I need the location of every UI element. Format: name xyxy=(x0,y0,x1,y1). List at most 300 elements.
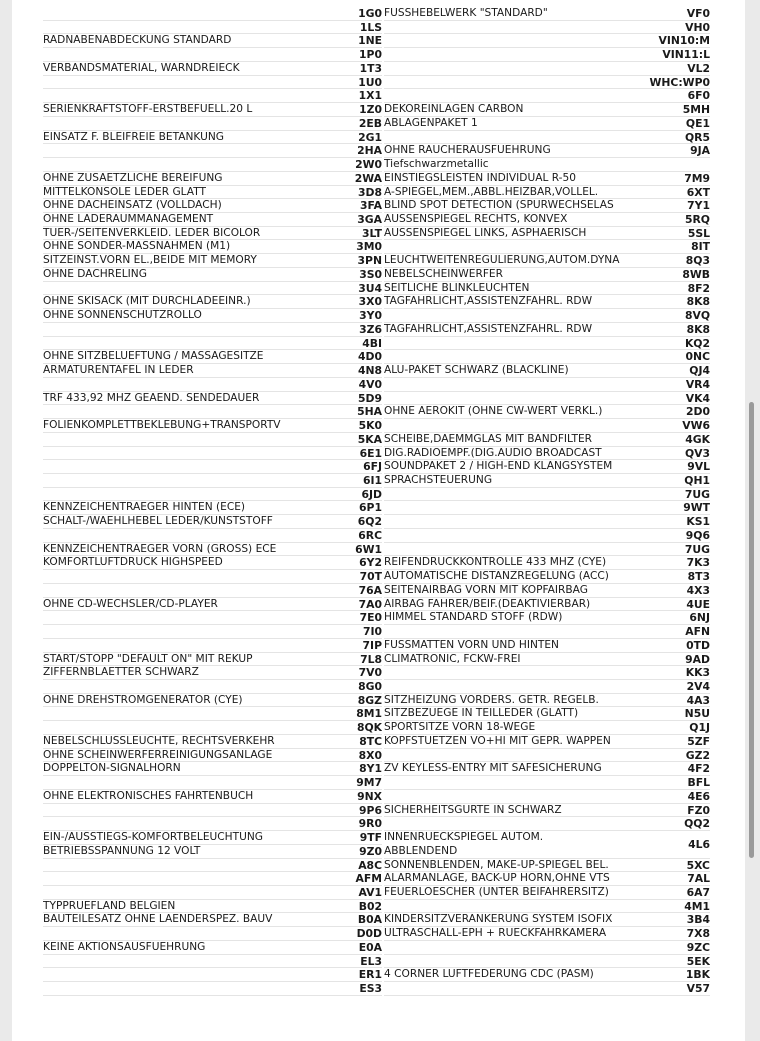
right-code: 4M1 xyxy=(684,899,710,913)
right-description: SOUNDPAKET 2 / HIGH-END KLANGSYSTEM xyxy=(384,460,613,473)
left-code: 8TC xyxy=(359,734,382,748)
left-description: DOPPELTON-SIGNALHORN xyxy=(43,762,181,775)
right-code: 4E6 xyxy=(687,789,710,803)
left-code: 3FA xyxy=(359,199,382,213)
left-code: 1LS xyxy=(359,20,382,34)
right-description: CLIMATRONIC, FCKW-FREI xyxy=(384,652,521,665)
left-code: 4N8 xyxy=(357,364,382,378)
right-description: SEITLICHE BLINKLEUCHTEN xyxy=(384,281,530,294)
left-code: 4BI xyxy=(362,336,382,350)
right-description xyxy=(384,529,639,543)
left-code: 6RC xyxy=(358,528,382,542)
table-row xyxy=(12,584,745,598)
right-description: SITZBEZUEGE IN TEILLEDER (GLATT) xyxy=(384,707,579,720)
right-description xyxy=(384,515,639,529)
left-description xyxy=(43,570,283,584)
left-code: EL3 xyxy=(360,954,382,968)
right-description: SCHEIBE,DAEMMGLAS MIT BANDFILTER xyxy=(384,432,593,445)
left-code: 1Z0 xyxy=(359,103,382,117)
left-description xyxy=(43,488,283,502)
table-row xyxy=(12,474,745,488)
right-description: ZV KEYLESS-ENTRY MIT SAFESICHERUNG xyxy=(384,762,602,775)
right-description xyxy=(384,776,639,790)
left-description: START/STOPP "DEFAULT ON" MIT REKUP xyxy=(43,652,253,665)
right-code: 6A7 xyxy=(686,886,710,899)
table-row xyxy=(12,103,745,117)
table-row xyxy=(12,405,745,419)
right-code: 4X3 xyxy=(686,583,710,597)
left-description xyxy=(43,117,283,131)
left-code: 3Z6 xyxy=(359,322,382,336)
right-description xyxy=(384,131,639,145)
right-code: 9AD xyxy=(685,652,710,666)
table-row xyxy=(12,117,745,131)
left-code: 4V0 xyxy=(358,377,382,391)
left-description: NEBELSCHLUSSLEUCHTE, RECHTSVERKEHR xyxy=(43,734,275,747)
table-row xyxy=(12,721,745,735)
table-row xyxy=(12,158,745,172)
right-description: SPORTSITZE VORN 18-WEGE xyxy=(384,721,536,734)
right-description: LEUCHTWEITENREGULIERUNG,AUTOM.DYNA xyxy=(384,254,620,267)
right-code xyxy=(639,158,710,172)
right-code: 6XT xyxy=(686,185,710,199)
right-description: Tiefschwarzmetallic xyxy=(384,158,489,171)
right-description: 4 CORNER LUFTFEDERUNG CDC (PASM) xyxy=(384,968,594,981)
left-description: EINSATZ F. BLEIFREIE BETANKUNG xyxy=(43,130,224,143)
right-description: REIFENDRUCKKONTROLLE 433 MHZ (CYE) xyxy=(384,556,607,569)
right-code: 7X8 xyxy=(686,927,710,941)
right-code: 7K3 xyxy=(686,556,710,570)
right-description: FUSSHEBELWERK "STANDARD" xyxy=(384,7,548,19)
left-code: 1U0 xyxy=(358,75,382,89)
left-description: OHNE CD-WECHSLER/CD-PLAYER xyxy=(43,597,218,610)
left-description: SERIENKRAFTSTOFF-ERSTBEFUELL.20 L xyxy=(43,103,253,116)
right-description: SPRACHSTEUERUNG xyxy=(384,473,493,486)
right-description: HIMMEL STANDARD STOFF (RDW) xyxy=(384,611,563,624)
right-code: 5SL xyxy=(687,226,710,240)
left-description: OHNE SCHEINWERFERREINIGUNGSANLAGE xyxy=(43,748,273,761)
right-code: VH0 xyxy=(685,20,710,34)
right-code: 5ZF xyxy=(687,734,710,748)
right-code: AFN xyxy=(685,625,710,639)
left-description: OHNE SITZBELUEFTUNG / MASSAGESITZE xyxy=(43,350,264,363)
right-description xyxy=(384,89,639,103)
left-description: OHNE SONDER-MASSNAHMEN (M1) xyxy=(43,240,231,253)
table-row xyxy=(12,295,745,309)
right-description xyxy=(384,378,639,392)
table-row xyxy=(12,350,745,364)
left-description: OHNE LADERAUMMANAGEMENT xyxy=(43,213,214,226)
left-description xyxy=(43,859,283,873)
left-description: BETRIEBSSPANNUNG 12 VOLT xyxy=(43,844,201,857)
right-description xyxy=(384,419,639,433)
left-description: BAUTEILESATZ OHNE LAENDERSPEZ. BAUV xyxy=(43,913,273,926)
table-row xyxy=(12,831,745,845)
right-code: 0NC xyxy=(685,350,710,364)
table-row xyxy=(12,227,745,241)
left-description: OHNE SONNENSCHUTZROLLO xyxy=(43,309,202,322)
right-code: 8IT xyxy=(691,240,710,254)
left-description xyxy=(43,968,283,982)
right-code: QV3 xyxy=(684,446,710,460)
left-description xyxy=(43,982,283,996)
right-description xyxy=(384,680,639,694)
left-code: 2EB xyxy=(358,116,382,130)
right-code: VIN11:L xyxy=(662,48,710,62)
table-row xyxy=(12,598,745,612)
table-row xyxy=(12,872,745,886)
right-description: AIRBAG FAHRER/BEIF.(DEAKTIVIERBAR) xyxy=(384,597,591,610)
left-description: OHNE DACHRELING xyxy=(43,267,147,280)
left-description xyxy=(43,611,283,625)
left-description xyxy=(43,282,283,296)
left-code: 1T3 xyxy=(359,61,382,75)
right-code: QH1 xyxy=(684,473,710,487)
left-description xyxy=(43,955,283,969)
left-description: OHNE ELEKTRONISCHES FAHRTENBUCH xyxy=(43,789,254,802)
table-row xyxy=(12,625,745,639)
right-code: 7AL xyxy=(687,872,710,886)
right-description xyxy=(384,21,639,35)
left-code: 1P0 xyxy=(359,48,382,62)
right-description xyxy=(384,666,639,680)
scrollbar-thumb[interactable] xyxy=(749,402,754,858)
right-description: TAGFAHRLICHT,ASSISTENZFAHRL. RDW xyxy=(384,295,593,308)
left-code: 3S0 xyxy=(359,267,382,281)
table-row xyxy=(12,790,745,804)
table-row xyxy=(12,488,745,502)
left-description xyxy=(43,21,283,35)
left-code: D0D xyxy=(356,927,382,941)
left-code: 6I1 xyxy=(362,473,382,487)
right-description xyxy=(384,309,639,323)
left-code: 5K0 xyxy=(358,419,382,433)
right-code: 9VL xyxy=(687,460,710,474)
right-code: 7UG xyxy=(684,542,710,556)
table-row xyxy=(12,653,745,667)
right-code: VR4 xyxy=(685,377,710,391)
left-code: ER1 xyxy=(358,968,382,982)
left-description xyxy=(43,337,283,351)
right-description: ABLAGENPAKET 1 xyxy=(384,116,478,129)
right-code: 8Q3 xyxy=(685,254,710,268)
table-row xyxy=(12,7,745,21)
left-description xyxy=(43,447,283,461)
left-description xyxy=(43,7,283,21)
right-code: 5XC xyxy=(686,858,710,872)
left-code: B02 xyxy=(358,899,382,913)
left-description: RADNABENABDECKUNG STANDARD xyxy=(43,34,232,47)
right-code: KK3 xyxy=(685,666,710,680)
right-description xyxy=(384,337,639,351)
left-code: 1G0 xyxy=(358,7,382,20)
left-code: 6FJ xyxy=(363,460,382,474)
right-code: 0TD xyxy=(686,638,710,652)
left-code: 3U4 xyxy=(358,281,382,295)
left-description: KENNZEICHENTRAEGER HINTEN (ECE) xyxy=(43,501,246,514)
left-description xyxy=(43,89,283,103)
left-code: ES3 xyxy=(359,982,382,996)
table-row xyxy=(12,859,745,873)
left-code: AV1 xyxy=(358,886,382,899)
left-code: 1X1 xyxy=(358,89,382,103)
right-description: SEITENAIRBAG VORN MIT KOPFAIRBAG xyxy=(384,583,588,596)
right-description xyxy=(384,48,639,62)
table-row xyxy=(12,268,745,282)
right-description xyxy=(384,955,639,969)
left-description: VERBANDSMATERIAL, WARNDREIECK xyxy=(43,61,240,74)
table-row xyxy=(12,900,745,914)
left-description xyxy=(43,158,283,172)
left-code: 70T xyxy=(359,570,382,584)
right-description: NEBELSCHEINWERFER xyxy=(384,267,503,280)
right-code: 9JA xyxy=(690,144,710,158)
table-row xyxy=(12,89,745,103)
table-row xyxy=(12,460,745,474)
left-code: 6W1 xyxy=(355,542,382,556)
right-description xyxy=(384,34,639,48)
left-description: OHNE ZUSAETZLICHE BEREIFUNG xyxy=(43,171,223,184)
table-row xyxy=(12,762,745,776)
left-code: 9NX xyxy=(357,789,382,803)
right-description: FEUERLOESCHER (UNTER BEIFAHRERSITZ) xyxy=(384,886,609,898)
left-description xyxy=(43,721,283,735)
right-description xyxy=(384,62,639,76)
left-description: ARMATURENTAFEL IN LEDER xyxy=(43,364,194,377)
left-code: 9R0 xyxy=(358,817,382,831)
table-row xyxy=(12,982,745,996)
left-code: B0A xyxy=(357,913,382,927)
left-code: 6Q2 xyxy=(357,515,382,529)
right-code: VW6 xyxy=(682,419,710,433)
right-description: TAGFAHRLICHT,ASSISTENZFAHRL. RDW xyxy=(384,322,593,335)
table-row xyxy=(12,941,745,955)
right-code: 5EK xyxy=(686,954,710,968)
left-code: 2G1 xyxy=(358,130,382,144)
right-description: SITZHEIZUNG VORDERS. GETR. REGELB. xyxy=(384,693,599,706)
table-row xyxy=(12,186,745,200)
left-code: 3GA xyxy=(357,213,382,227)
left-code: 4D0 xyxy=(358,350,382,364)
table-row xyxy=(12,282,745,296)
option-code-table xyxy=(12,7,745,996)
right-description: SONNENBLENDEN, MAKE-UP-SPIEGEL BEL. xyxy=(384,858,609,871)
left-code: 8Y1 xyxy=(359,762,382,776)
table-row xyxy=(12,955,745,969)
right-description xyxy=(384,625,639,639)
left-description xyxy=(43,48,283,62)
right-code: 9ZC xyxy=(686,940,710,954)
left-code: 9P6 xyxy=(359,803,382,817)
table-row xyxy=(12,131,745,145)
table-row xyxy=(12,886,745,900)
right-description xyxy=(384,749,639,763)
left-description xyxy=(43,76,283,90)
left-description xyxy=(43,584,283,598)
right-code: BFL xyxy=(687,776,710,790)
table-row xyxy=(12,694,745,708)
right-description: AUTOMATISCHE DISTANZREGELUNG (ACC) xyxy=(384,570,609,583)
left-code: 5HA xyxy=(357,405,382,419)
right-code: VL2 xyxy=(687,61,710,75)
left-code: 3X0 xyxy=(358,295,382,309)
table-row xyxy=(12,213,745,227)
right-code: 4A3 xyxy=(686,693,710,707)
table-row xyxy=(12,34,745,48)
left-code: E0A xyxy=(358,940,382,954)
left-description xyxy=(43,323,283,337)
left-description: KEINE AKTIONSAUSFUEHRUNG xyxy=(43,940,206,953)
right-description: KINDERSITZVERANKERUNG SYSTEM ISOFIX xyxy=(384,913,613,926)
right-description xyxy=(384,982,639,996)
left-description: KENNZEICHENTRAEGER VORN (GROSS) ECE xyxy=(43,542,277,555)
table-row xyxy=(12,337,745,351)
left-description xyxy=(43,433,283,447)
right-description: OHNE RAUCHERAUSFUEHRUNG xyxy=(384,144,551,157)
right-code: 5RQ xyxy=(684,213,710,227)
table-row xyxy=(12,433,745,447)
right-code: QJ4 xyxy=(689,364,710,378)
table-row xyxy=(12,21,745,35)
right-code: 2V4 xyxy=(686,679,710,693)
right-description: ABBLENDEND xyxy=(384,844,458,857)
right-description xyxy=(384,817,639,831)
table-row xyxy=(12,392,745,406)
table-row xyxy=(12,611,745,625)
right-code: 8VQ xyxy=(684,309,710,323)
right-description xyxy=(384,900,639,914)
right-description: ALU-PAKET SCHWARZ (BLACKLINE) xyxy=(384,364,569,377)
right-code: Q1J xyxy=(689,721,710,735)
left-description xyxy=(43,680,283,694)
table-row xyxy=(12,378,745,392)
table-row xyxy=(12,543,745,557)
table-row xyxy=(12,529,745,543)
left-code: 3LT xyxy=(362,226,382,240)
left-description: KOMFORTLUFTDRUCK HIGHSPEED xyxy=(43,556,223,569)
right-description xyxy=(384,240,639,254)
left-code: 8GZ xyxy=(357,693,382,707)
table-row xyxy=(12,817,745,831)
left-description xyxy=(43,460,283,474)
option-code-sheet xyxy=(12,0,745,1041)
right-description xyxy=(384,543,639,557)
right-description: EINSTIEGSLEISTEN INDIVIDUAL R-50 xyxy=(384,171,576,184)
right-code: 8F2 xyxy=(687,281,710,295)
table-row xyxy=(12,927,745,941)
left-code: 9M7 xyxy=(356,776,382,790)
left-code: 3M0 xyxy=(356,240,382,254)
left-code: 5KA xyxy=(357,432,382,446)
table-row xyxy=(12,707,745,721)
right-code: 8T3 xyxy=(687,570,710,584)
right-description xyxy=(384,76,639,90)
left-code: 6E1 xyxy=(359,446,382,460)
left-code: 3D8 xyxy=(358,185,382,199)
right-description: AUSSENSPIEGEL RECHTS, KONVEX xyxy=(384,213,568,226)
right-description xyxy=(384,941,639,955)
right-code: N5U xyxy=(684,707,710,721)
left-code: 6JD xyxy=(361,487,382,501)
table-row xyxy=(12,913,745,927)
table-row xyxy=(12,62,745,76)
right-description xyxy=(384,790,639,804)
left-description: OHNE SKISACK (MIT DURCHLADEEINR.) xyxy=(43,295,251,308)
left-code: 7I0 xyxy=(362,625,382,639)
right-code: 7M9 xyxy=(684,171,710,185)
right-code: GZ2 xyxy=(685,748,710,762)
left-description: TRF 433,92 MHZ GEAEND. SENDEDAUER xyxy=(43,391,260,404)
table-row xyxy=(12,309,745,323)
left-description: ZIFFERNBLAETTER SCHWARZ xyxy=(43,666,199,679)
left-code: 8M1 xyxy=(356,707,382,721)
right-description: KOPFSTUETZEN VO+HI MIT GEPR. WAPPEN xyxy=(384,734,611,747)
left-code: 2W0 xyxy=(355,158,382,172)
left-code: 7IP xyxy=(362,638,382,652)
table-row xyxy=(12,254,745,268)
table-row xyxy=(12,76,745,90)
left-description: MITTELKONSOLE LEDER GLATT xyxy=(43,185,206,198)
left-code: 1NE xyxy=(358,34,382,48)
table-row xyxy=(12,556,745,570)
left-description: SITZEINST.VORN EL.,BEIDE MIT MEMORY xyxy=(43,254,257,267)
right-code: QE1 xyxy=(685,116,710,130)
left-description xyxy=(43,625,283,639)
right-code: 6F0 xyxy=(687,89,710,103)
right-code: 1BK xyxy=(685,968,710,982)
left-description xyxy=(43,886,283,900)
left-description xyxy=(43,405,283,419)
left-code: 3PN xyxy=(357,254,382,268)
right-code: 3B4 xyxy=(686,913,710,927)
left-description xyxy=(43,872,283,886)
left-code: 9TF xyxy=(359,831,382,845)
left-description: OHNE DREHSTROMGENERATOR (CYE) xyxy=(43,693,243,706)
left-description xyxy=(43,639,283,653)
table-row xyxy=(12,776,745,790)
left-description xyxy=(43,776,283,790)
table-row xyxy=(12,501,745,515)
right-code: 8K8 xyxy=(686,322,710,336)
right-code: 4GK xyxy=(685,432,710,446)
right-description: BLIND SPOT DETECTION (SPURWECHSELAS xyxy=(384,199,614,212)
left-code: 7V0 xyxy=(358,666,382,680)
right-code: VIN10:M xyxy=(658,34,710,48)
right-description: ULTRASCHALL-EPH + RUECKFAHRKAMERA xyxy=(384,927,607,940)
left-code: 6P1 xyxy=(359,501,382,515)
right-code: VF0 xyxy=(686,7,710,20)
right-description xyxy=(384,350,639,364)
right-code: 8K8 xyxy=(686,295,710,309)
table-row xyxy=(12,419,745,433)
right-description: A-SPIEGEL,MEM.,ABBL.HEIZBAR,VOLLEL. xyxy=(384,185,599,198)
left-description xyxy=(43,817,283,831)
right-description: SICHERHEITSGURTE IN SCHWARZ xyxy=(384,803,562,816)
right-code: VK4 xyxy=(685,391,710,405)
table-row xyxy=(12,804,745,818)
right-code: V57 xyxy=(686,982,710,996)
left-description xyxy=(43,144,283,158)
right-description: FUSSMATTEN VORN UND HINTEN xyxy=(384,638,559,651)
left-code: 3Y0 xyxy=(359,309,382,323)
left-description: TYPPRUEFLAND BELGIEN xyxy=(43,899,176,912)
left-description xyxy=(43,927,283,941)
right-code: KQ2 xyxy=(684,336,710,350)
left-description: FOLIENKOMPLETTBEKLEBUNG+TRANSPORTV xyxy=(43,419,281,432)
right-description xyxy=(384,488,639,502)
merged-code-cell: 4L6 xyxy=(688,838,710,852)
right-code: 7Y1 xyxy=(687,199,710,213)
